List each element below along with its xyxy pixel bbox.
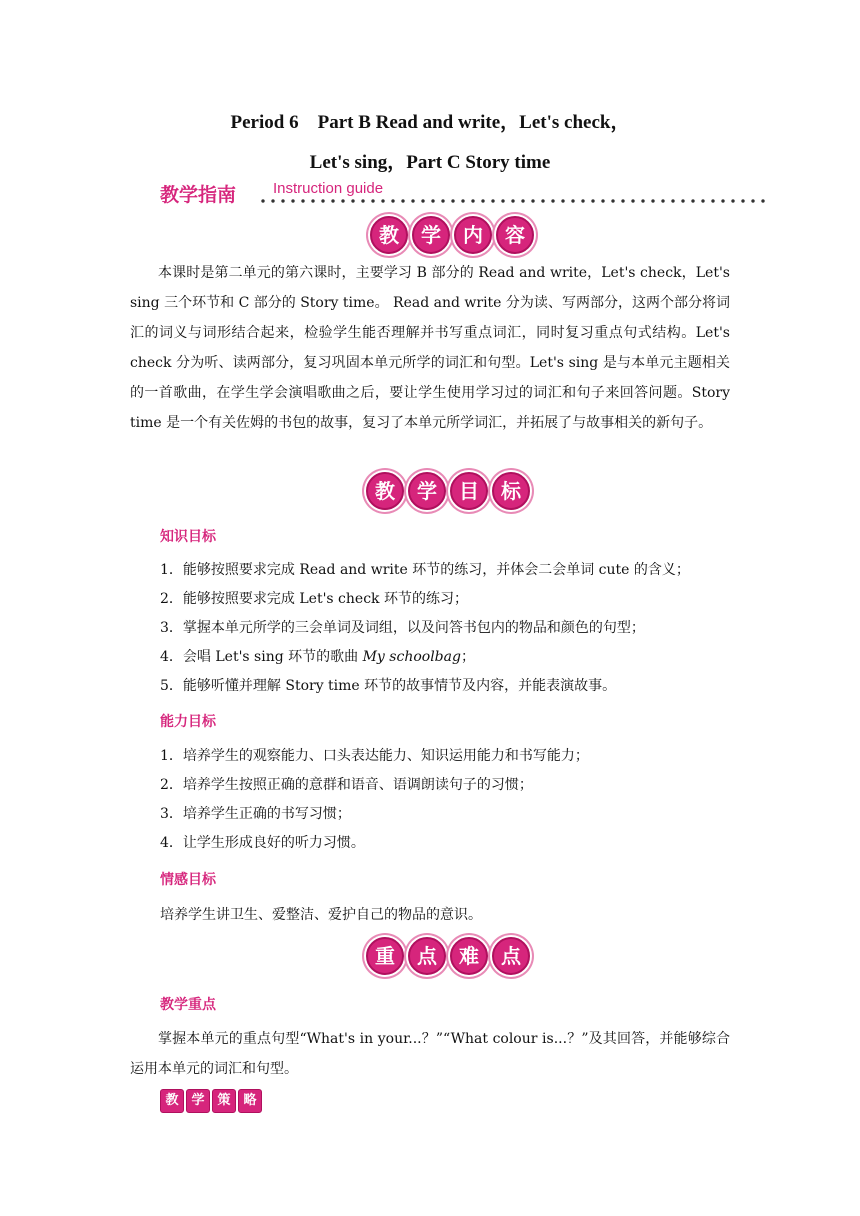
list-item: 3．培养学生正确的书写习惯； [160,806,351,822]
teaching-focus-heading: 教学重点 [160,997,216,1013]
badge-char: 教 [160,1089,184,1113]
badge-char: 难 [450,937,488,975]
badge-key-difficult-points [366,937,530,975]
badge-char: 点 [492,937,530,975]
ability-goals-heading: 能力目标 [160,714,216,730]
guide-title-en: Instruction guide [273,180,384,197]
list-item: 4．让学生形成良好的听力习惯。 [160,835,365,851]
badge-char: 策 [212,1089,236,1113]
badge-char: 学 [412,216,450,254]
song-title: My schoolbag [362,649,461,665]
emotion-goals-heading: 情感目标 [160,872,216,888]
badge-char: 学 [186,1089,210,1113]
content-paragraph: 本课时是第二单元的第六课时，主要学习 B 部分的 Read and write，Let's check，Let's sing 三个环节和 C 部分的 Story time。 Read and write 分为读、写两部分，这两个部分将词汇的词义与词形结合起来，检验学生能否理解并书写重点词汇，同时复习重点句式结构。Let's check 分为听、读两部分，复习巩固本单元所学的词汇和句型。Let's sing 是与本单元主题相关的一首歌曲，在学生学会演唱歌曲之后，要让学生使用学习过的词汇和句子来回答问题。Story time 是一个有关佐姆的书包的故事，复习了本单元所学词汇，并拓展了与故事相关的新句子。 [130,265,730,431]
list-item: 2．培养学生按照正确的意群和语音、语调朗读句子的习惯； [160,777,533,793]
badge-teaching-goals [366,472,530,510]
badge-char: 内 [454,216,492,254]
badge-char: 标 [492,472,530,510]
teaching-focus-text: 掌握本单元的重点句型“What's in your...？”“What colour is...？”及其回答，并能够综合运用本单元的词汇和句型。 [130,1031,730,1077]
badge-char: 重 [366,937,404,975]
list-item: 1．能够按照要求完成 Read and write 环节的练习，并体会二会单词 cute 的含义； [160,562,690,578]
ability-goals-list [160,742,740,858]
badge-char: 教 [366,472,404,510]
list-item: 4．会唱 Let's sing 环节的歌曲 My schoolbag； [160,649,475,665]
badge-teaching-content [370,216,534,254]
list-item: 2．能够按照要求完成 Let's check 环节的练习； [160,591,468,607]
badge-teaching-strategy [160,1089,262,1113]
emotion-goals-text: 培养学生讲卫生、爱整洁、爱护自己的物品的意识。 [160,907,482,923]
badge-char: 学 [408,472,446,510]
page-title-line1: Period 6 Part B Read and write，Let's check， [230,112,630,133]
knowledge-goals-heading: 知识目标 [160,529,216,545]
guide-title-cn: 教学指南 [160,184,237,206]
badge-char: 教 [370,216,408,254]
dotted-divider [258,198,768,204]
badge-char: 点 [408,937,446,975]
badge-char: 目 [450,472,488,510]
page-title-line2: Let's sing，Part C Story time [309,152,551,173]
knowledge-goals-list [160,556,740,701]
list-item: 1．培养学生的观察能力、口头表达能力、知识运用能力和书写能力； [160,748,589,764]
list-item: 3．掌握本单元所学的三会单词及词组，以及问答书包内的物品和颜色的句型； [160,620,645,636]
badge-char: 容 [496,216,534,254]
list-item: 5．能够听懂并理解 Story time 环节的故事情节及内容，并能表演故事。 [160,678,617,694]
badge-char: 略 [238,1089,262,1113]
